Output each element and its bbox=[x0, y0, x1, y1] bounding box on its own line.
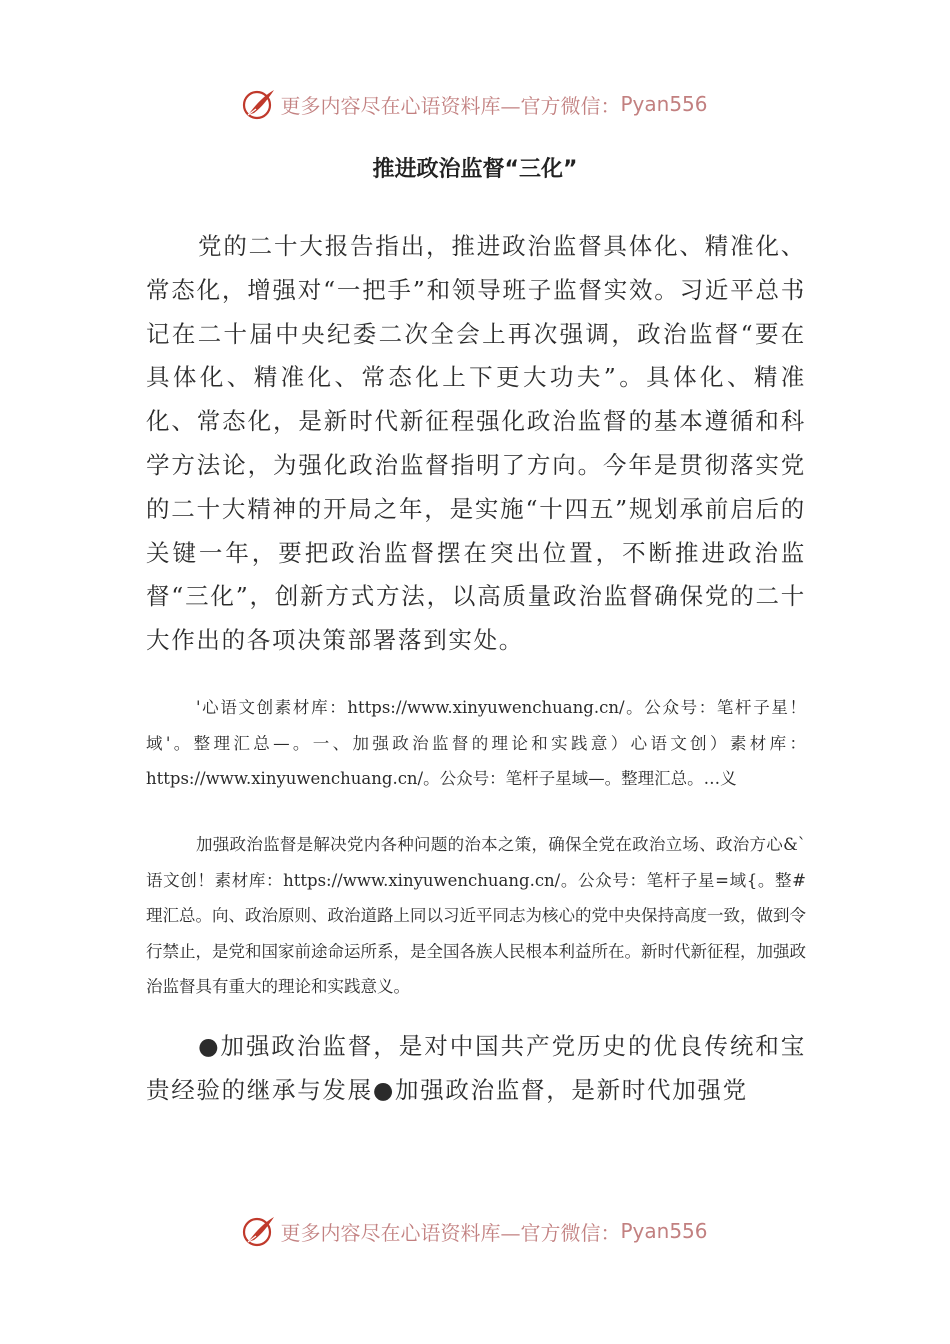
header-watermark-banner bbox=[0, 84, 950, 124]
quill-logo-icon bbox=[242, 87, 276, 121]
banner-text: 更多内容尽在心语资料库—官方微信： bbox=[280, 1220, 621, 1245]
paragraph-intro: 党的二十大报告指出，推进政治监督具体化、精准化、常态化，增强对“一把手”和领导班子监督实效。习近平总书记在二十届中央纪委二次全会上再次强调，政治监督“要在具体化、精准化、常态化上下更大功夫”。具体化、精准化、常态化，是新时代新征程强化政治监督的基本遵循和科学方法论，为强化政治监督指明了方向。今年是贯彻落实党的二十大精神的开局之年，是实施“十四五”规划承前启后的关键一年，要把政治监督摆在突出位置，不断推进政治监督“三化”，创新方式方法，以高质量政治监督确保党的二十大作出的各项决策部署落到实处。 bbox=[146, 232, 806, 655]
footer-watermark-banner bbox=[0, 1211, 950, 1251]
document-title: 推进政治监督“三化” bbox=[372, 157, 578, 182]
banner-account: Pyan556 bbox=[620, 92, 708, 116]
banner-text: 更多内容尽在心语资料库—官方微信： bbox=[280, 93, 621, 118]
paragraph-bullets: ●加强政治监督，是对中国共产党历史的优良传统和宝贵经验的继承与发展●加强政治监督，是新时代加强党 bbox=[146, 1032, 806, 1104]
banner-account: Pyan556 bbox=[620, 1219, 708, 1243]
quill-logo-icon bbox=[242, 1214, 276, 1248]
paragraph-significance: 加强政治监督是解决党内各种问题的治本之策，确保全党在政治立场、政治方心&`语文创！素材库：https://www.xinyuwenchuang.cn/。公众号：笔杆子星=域{。整#理汇总。向、政治原则、政治道路上同以习近平同志为核心的党中央保持高度一致，做到令行禁止，是党和国家前途命运所系，是全国各族人民根本利益所在。新时代新征程，加强政治监督具有重大的理论和实践意义。 bbox=[146, 835, 806, 996]
paragraph-watermark-heading: '心语文创素材库：https://www.xinyuwenchuang.cn/。公众号：笔杆子星！域'。整理汇总—。一、加强政治监督的理论和实践意）心语文创）素材库：https://www.xinyuwenchuang.cn/。公众号：笔杆子星域—。整理汇总。…义 bbox=[146, 698, 806, 788]
